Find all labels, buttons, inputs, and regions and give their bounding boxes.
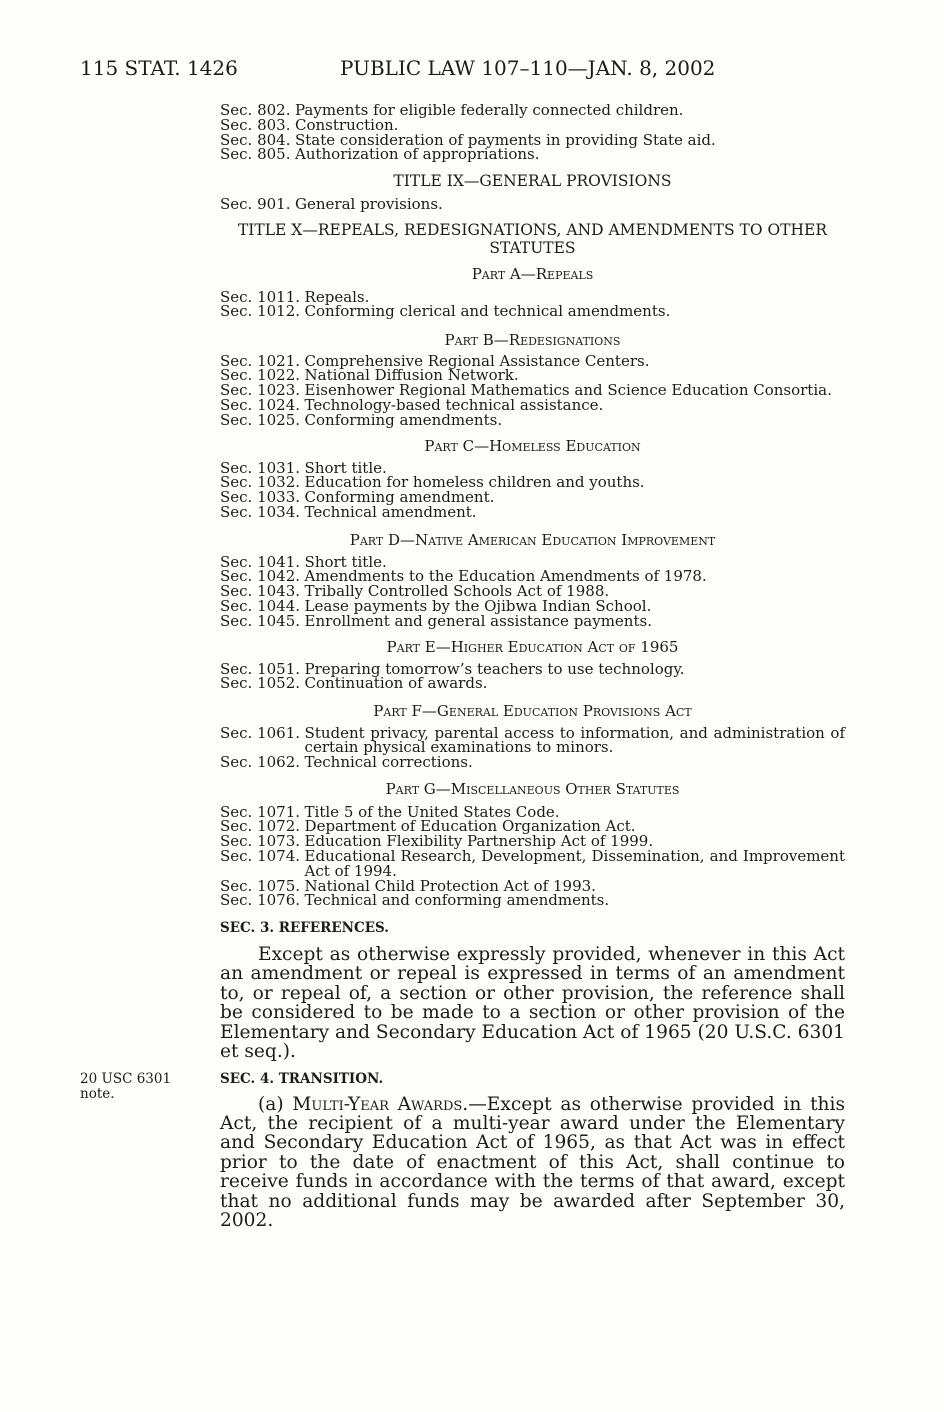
toc-entry bbox=[220, 611, 845, 630]
section-title: Lease payments by the Ojibwa Indian School. bbox=[304, 596, 652, 615]
section-number: Sec. 1071. bbox=[220, 802, 301, 821]
section-number: Sec. 804. bbox=[220, 130, 291, 149]
section-number: Sec. 802. bbox=[220, 101, 291, 119]
section-title: General provisions. bbox=[295, 194, 443, 213]
section-number: Sec. 1051. bbox=[220, 659, 301, 678]
section-4-heading: SEC. 4. TRANSITION. bbox=[220, 1071, 384, 1087]
section-number: Sec. 1044. bbox=[220, 596, 301, 615]
toc-entry bbox=[220, 502, 845, 521]
section-title: Short title. bbox=[304, 552, 387, 571]
section-3-heading: SEC. 3. REFERENCES. bbox=[220, 920, 389, 936]
running-head-title: PUBLIC LAW 107–110—JAN. 8, 2002 bbox=[340, 56, 716, 80]
subsection-caption: Multi-Year Awards. bbox=[292, 1093, 469, 1115]
section-title: Technical and conforming amendments. bbox=[304, 891, 610, 910]
toc-entry bbox=[220, 676, 845, 691]
toc-part-e bbox=[220, 659, 845, 693]
section-number: Sec. 1012. bbox=[220, 302, 301, 321]
section-title: Technology-based technical assistance. bbox=[304, 395, 604, 414]
section-title: Conforming amendment. bbox=[304, 488, 495, 507]
toc-part-a bbox=[220, 287, 845, 321]
title-10-heading: TITLE X—REPEALS, REDESIGNATIONS, AND AMENDMENTS TO OTHER STATUTES bbox=[237, 221, 828, 257]
section-number: Sec. 1052. bbox=[220, 674, 301, 693]
section-title: National Diffusion Network. bbox=[304, 366, 519, 385]
section-title: Comprehensive Regional Assistance Centers. bbox=[304, 351, 650, 370]
toc-entry bbox=[220, 893, 845, 908]
section-title: Construction. bbox=[295, 115, 399, 134]
toc-entry bbox=[220, 147, 845, 162]
section-number: Sec. 1042. bbox=[220, 567, 301, 586]
toc-part-d bbox=[220, 552, 845, 630]
title-9-heading: TITLE IX—GENERAL PROVISIONS bbox=[393, 172, 672, 190]
toc-entry bbox=[220, 194, 845, 213]
section-4-subsection-a bbox=[220, 1095, 845, 1231]
section-title: Education Flexibility Partnership Act of 1999. bbox=[304, 832, 654, 851]
section-title: Tribally Controlled Schools Act of 1988. bbox=[304, 582, 610, 601]
toc-part-g bbox=[220, 802, 845, 910]
part-f-heading: Part F—General Education Provisions Act bbox=[373, 702, 692, 720]
section-number: Sec. 1032. bbox=[220, 473, 301, 492]
part-e-heading: Part E—Higher Education Act of 1965 bbox=[386, 638, 679, 656]
section-title: Technical amendment. bbox=[304, 502, 477, 521]
section-title: Educational Research, Development, Dissemination, and Improvement Act of 1994. bbox=[304, 846, 845, 880]
section-number: Sec. 1045. bbox=[220, 611, 301, 630]
section-number: Sec. 1022. bbox=[220, 366, 301, 385]
section-number: Sec. 1061. bbox=[220, 723, 301, 742]
section-title: Student privacy, parental access to information, and administration of certain physical examinations to minors. bbox=[304, 723, 845, 757]
margin-note: 20 USC 6301 note. bbox=[80, 1070, 172, 1102]
toc-entry bbox=[220, 846, 845, 880]
section-title: Amendments to the Education Amendments of 1978. bbox=[304, 567, 707, 586]
section-title: Conforming amendments. bbox=[304, 410, 503, 429]
section-title: Continuation of awards. bbox=[304, 674, 488, 693]
part-a-heading: Part A—Repeals bbox=[471, 265, 594, 283]
section-number: Sec. 1024. bbox=[220, 395, 301, 414]
toc-title-9 bbox=[220, 194, 845, 213]
subsection-label: (a) bbox=[258, 1093, 284, 1115]
part-b-heading: Part B—Redesignations bbox=[444, 331, 621, 349]
toc-part-f bbox=[220, 723, 845, 772]
stat-page-number: 115 STAT. 1426 bbox=[80, 56, 238, 80]
toc-part-c bbox=[220, 458, 845, 521]
section-number: Sec. 1031. bbox=[220, 458, 301, 477]
section-number: Sec. 1076. bbox=[220, 891, 301, 910]
toc-title-8-continued bbox=[220, 103, 845, 162]
section-title: Conforming clerical and technical amendments. bbox=[304, 302, 671, 321]
toc-entry bbox=[220, 304, 845, 319]
section-number: Sec. 1033. bbox=[220, 488, 301, 507]
section-number: Sec. 1075. bbox=[220, 876, 301, 895]
section-title: Repeals. bbox=[304, 287, 370, 306]
section-number: Sec. 1023. bbox=[220, 381, 301, 400]
section-title: Title 5 of the United States Code. bbox=[304, 802, 560, 821]
section-title: Preparing tomorrow’s teachers to use technology. bbox=[304, 659, 685, 678]
toc-entry bbox=[220, 410, 845, 429]
section-number: Sec. 1043. bbox=[220, 582, 301, 601]
part-c-heading: Part C—Homeless Education bbox=[424, 437, 641, 455]
section-number: Sec. 1062. bbox=[220, 753, 301, 772]
section-title: State consideration of payments in providing State aid. bbox=[295, 130, 716, 149]
toc-entry bbox=[220, 723, 845, 757]
section-number: Sec. 1073. bbox=[220, 832, 301, 851]
section-title: Authorization of appropriations. bbox=[295, 145, 540, 164]
section-number: Sec. 1021. bbox=[220, 351, 301, 370]
section-title: Enrollment and general assistance payments. bbox=[304, 611, 652, 630]
section-number: Sec. 1034. bbox=[220, 502, 301, 521]
part-d-heading: Part D—Native American Education Improvement bbox=[349, 531, 716, 549]
toc-part-b bbox=[220, 351, 845, 429]
section-number: Sec. 1011. bbox=[220, 287, 301, 306]
section-title: Short title. bbox=[304, 458, 387, 477]
section-number: Sec. 803. bbox=[220, 115, 291, 134]
subsection-text: —Except as otherwise provided in this Act, the recipient of a multi-year award under the Elementary and Secondary Education Act of 1965, as that Act was in effect prior to the date of enactment of this Act, shall continue to receive funds in accordance with the terms of that award, except that no additional funds may be awarded after September 30, 2002. bbox=[220, 1093, 846, 1231]
section-title: Eisenhower Regional Mathematics and Science Education Consortia. bbox=[304, 381, 832, 400]
section-title: Education for homeless children and youths. bbox=[304, 473, 645, 492]
section-number: Sec. 901. bbox=[220, 194, 291, 213]
section-title: Technical corrections. bbox=[304, 753, 473, 772]
section-number: Sec. 1074. bbox=[220, 846, 301, 865]
section-number: Sec. 1025. bbox=[220, 410, 301, 429]
section-title: Department of Education Organization Act. bbox=[304, 817, 636, 836]
section-title: Payments for eligible federally connected children. bbox=[295, 101, 684, 119]
section-title: National Child Protection Act of 1993. bbox=[304, 876, 596, 895]
section-number: Sec. 805. bbox=[220, 145, 291, 164]
part-g-heading: Part G—Miscellaneous Other Statutes bbox=[385, 780, 680, 798]
toc-entry bbox=[220, 755, 845, 770]
section-3-text: Except as otherwise expressly provided, whenever in this Act an amendment or repeal is expressed in terms of an amendment to, or repeal of, a section or other provision, the reference shall be considered to be made to a section or other provision of the Elementary and Secondary Education Act of 1965 (20 U.S.C. 6301 et seq.). bbox=[220, 944, 845, 1063]
section-number: Sec. 1041. bbox=[220, 552, 301, 571]
section-number: Sec. 1072. bbox=[220, 817, 301, 836]
